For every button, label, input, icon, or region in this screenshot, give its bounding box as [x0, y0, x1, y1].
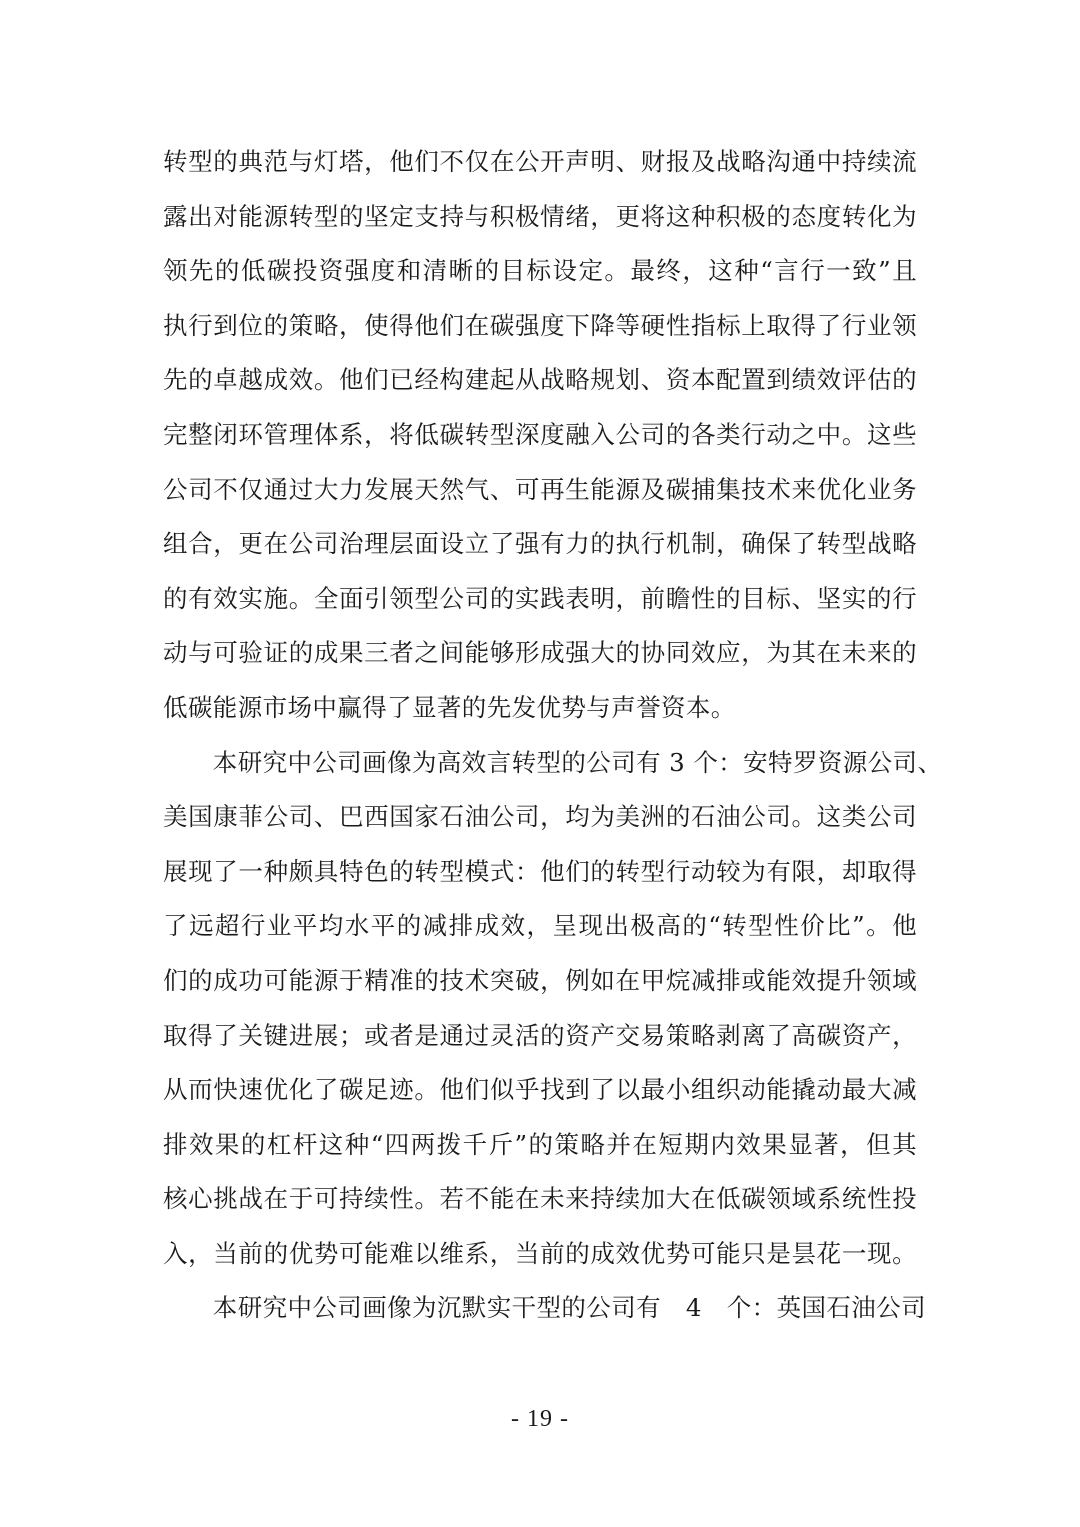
paragraph-3	[163, 1288, 926, 1343]
text-line: 完整闭环管理体系，将低碳转型深度融入公司的各类行动之中。这些	[163, 419, 917, 449]
text-line: 露出对能源转型的坚定支持与积极情绪，更将这种积极的态度转化为	[163, 201, 917, 231]
text-line: 排效果的杠杆这种“四两拨千斤”的策略并在短期内效果显著，但其	[163, 1129, 917, 1159]
text-line: 动与可验证的成果三者之间能够形成强大的协同效应，为其在未来的	[163, 638, 917, 668]
body-text	[163, 142, 943, 1343]
text-line: 取得了关键进展；或者是通过灵活的资产交易策略剥离了高碳资产，	[163, 1020, 917, 1050]
text-line: 从而快速优化了碳足迹。他们似乎找到了以最小组织动能撬动最大减	[163, 1075, 917, 1105]
paragraph-2	[163, 743, 943, 1289]
text-line: 们的成功可能源于精准的技术突破，例如在甲烷减排或能效提升领域	[163, 965, 917, 995]
text-line: 公司不仅通过大力发展天然气、可再生能源及碳捕集技术来优化业务	[163, 474, 917, 504]
text-line: 组合，更在公司治理层面设立了强有力的执行机制，确保了转型战略	[163, 529, 917, 559]
page-number: - 19 -	[511, 1406, 569, 1432]
text-line: 本研究中公司画像为沉默实干型的公司有 4 个：英国石油公司	[163, 1293, 926, 1323]
text-line: 领先的低碳投资强度和清晰的目标设定。最终，这种“言行一致”且	[163, 256, 917, 286]
text-line: 美国康菲公司、巴西国家石油公司，均为美洲的石油公司。这类公司	[163, 802, 917, 832]
text-line: 入，当前的优势可能难以维系，当前的成效优势可能只是昙花一现。	[163, 1238, 917, 1268]
text-line: 低碳能源市场中赢得了显著的先发优势与声誉资本。	[163, 692, 736, 722]
paragraph-1	[163, 142, 917, 743]
text-line: 执行到位的策略，使得他们在碳强度下降等硬性指标上取得了行业领	[163, 310, 917, 340]
text-line: 了远超行业平均水平的减排成效，呈现出极高的“转型性价比”。他	[163, 911, 917, 941]
text-line: 核心挑战在于可持续性。若不能在未来持续加大在低碳领域系统性投	[163, 1184, 917, 1214]
text-line: 展现了一种颇具特色的转型模式：他们的转型行动较为有限，却取得	[163, 856, 917, 886]
text-line: 的有效实施。全面引领型公司的实践表明，前瞻性的目标、坚实的行	[163, 583, 917, 613]
text-line: 本研究中公司画像为高效言转型的公司有 3 个：安特罗资源公司、	[163, 747, 943, 777]
text-line: 先的卓越成效。他们已经构建起从战略规划、资本配置到绩效评估的	[163, 365, 917, 395]
text-line: 转型的典范与灯塔，他们不仅在公开声明、财报及战略沟通中持续流	[163, 147, 917, 176]
